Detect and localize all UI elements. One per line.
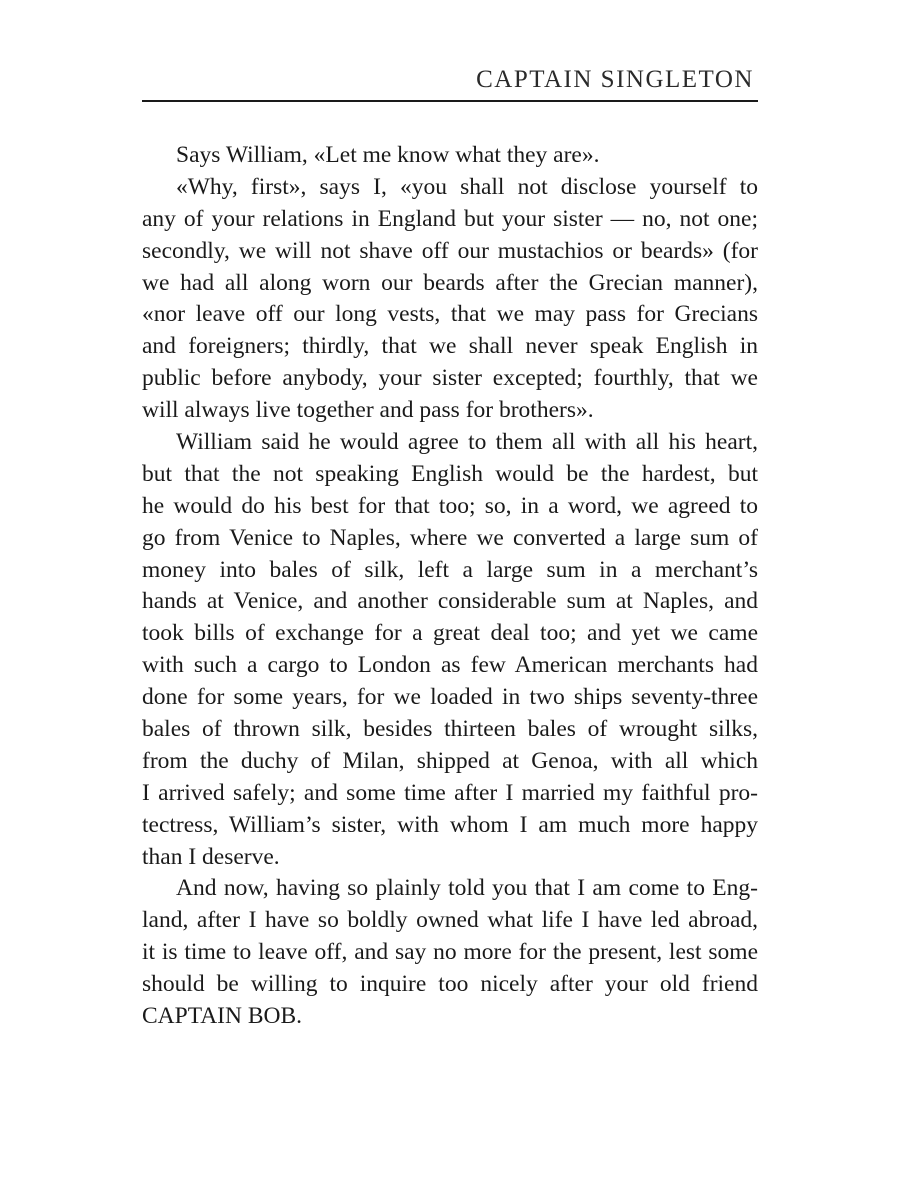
text-line: tectress, William’s sister, with whom I am much more happy bbox=[142, 811, 758, 838]
header-rule bbox=[142, 100, 758, 102]
text-line: but that the not speaking English would be the hardest, but bbox=[142, 460, 758, 487]
body-text bbox=[142, 140, 758, 1033]
text-line: CAPTAIN BOB. bbox=[142, 1003, 303, 1030]
text-line: from the duchy of Milan, shipped at Genoa, with all which bbox=[142, 747, 758, 774]
text-line: money into bales of silk, left a large sum in a merchant’s bbox=[142, 556, 758, 583]
text-line: «nor leave off our long vests, that we may pass for Grecians bbox=[142, 301, 758, 328]
text-line: than I deserve. bbox=[142, 843, 280, 870]
text-line: secondly, we will not shave off our mustachios or beards» (for bbox=[142, 237, 758, 264]
text-line: we had all along worn our beards after the Grecian manner), bbox=[142, 269, 758, 296]
text-line: with such a cargo to London as few American merchants had bbox=[142, 652, 758, 679]
text-line: done for some years, for we loaded in two ships seventy-three bbox=[142, 684, 758, 711]
text-line: he would do his best for that too; so, in a word, we agreed to bbox=[142, 492, 758, 519]
text-line: should be willing to inquire too nicely after your old friend bbox=[142, 971, 758, 998]
text-line: Says William, «Let me know what they are». bbox=[176, 142, 600, 168]
text-line: land, after I have so boldly owned what life I have led abroad, bbox=[142, 907, 758, 934]
text-line: any of your relations in England but your sister — no, not one; bbox=[142, 205, 758, 232]
text-line: And now, having so plainly told you that I am come to Eng- bbox=[176, 875, 758, 902]
text-line: hands at Venice, and another considerable sum at Naples, and bbox=[142, 588, 758, 615]
text-line: will always live together and pass for brothers». bbox=[142, 397, 594, 424]
text-line: it is time to leave off, and say no more for the present, lest some bbox=[142, 939, 758, 966]
running-head: CAPTAIN SINGLETON bbox=[476, 66, 754, 93]
text-line: public before anybody, your sister excepted; fourthly, that we bbox=[142, 365, 758, 392]
text-line: and foreigners; thirdly, that we shall never speak English in bbox=[142, 333, 758, 360]
text-line: I arrived safely; and some time after I married my faithful pro- bbox=[142, 779, 758, 806]
text-line: took bills of exchange for a great deal too; and yet we came bbox=[142, 620, 758, 647]
text-line: go from Venice to Naples, where we converted a large sum of bbox=[142, 524, 758, 551]
text-line: bales of thrown silk, besides thirteen bales of wrought silks, bbox=[142, 716, 758, 743]
text-line: «Why, first», says I, «you shall not disclose yourself to bbox=[176, 173, 758, 200]
text-line: William said he would agree to them all with all his heart, bbox=[176, 429, 758, 456]
